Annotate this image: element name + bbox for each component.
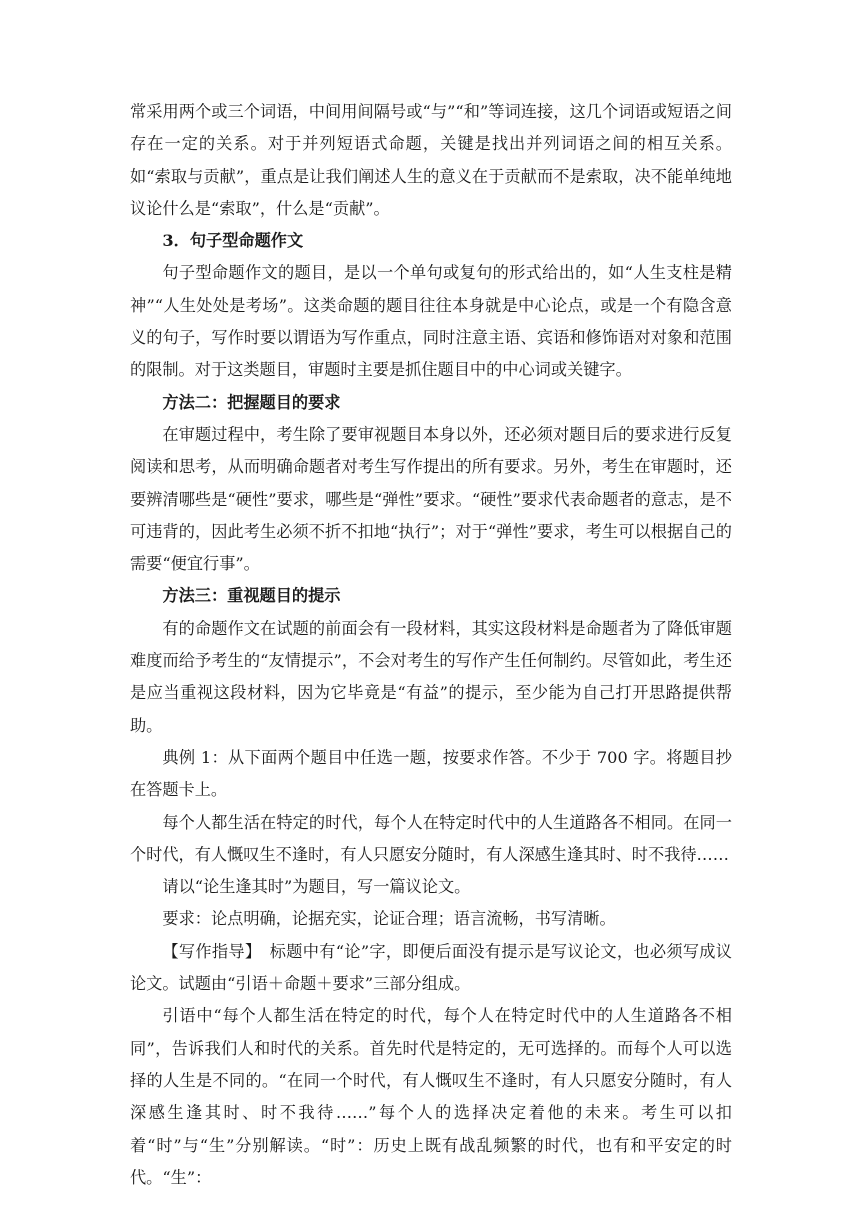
paragraph: 在审题过程中，考生除了要审视题目本身以外，还必须对题目后的要求进行反复阅读和思考，从而明确命题者对考生写作提出的所有要求。另外，考生在审题时，还要辨清哪些是“硬性”要求，哪些是“弹性”要求。“硬性”要求代表命题者的意志，是不可违背的，因此考生必须不折不扣地“执行”；对于“弹性”要求，考生可以根据自己的需要“便宜行事”。 [130, 424, 732, 574]
section-heading: 方法二：把握题目的要求 [162, 392, 341, 412]
writing-guide-paragraph: 【写作指导】 标题中有“论”字，即便后面没有提示是写议论文，也必须写成议论文。试题由“引语＋命题＋要求”三部分组成。 [130, 941, 732, 994]
paragraph: 引语中“每个人都生活在特定的时代，每个人在特定时代中的人生道路各不相同”，告诉我们人和时代的关系。首先时代是特定的，无可选择的。而每个人可以选择的人生是不同的。“在同一个时代，有人慨叹生不逢时，有人只愿安分随时，有人深感生逢其时、时不我待……”每个人的选择决定着他的未来。考生可以扣着“时”与“生”分别解读。“时”：历史上既有战乱频繁的时代，也有和平安定的时代。“生”： [130, 1006, 732, 1187]
example-paragraph: 典例 1：从下面两个题目中任选一题，按要求作答。不少于 700 字。将题目抄在答题卡上。 [130, 747, 732, 800]
section-heading: 方法三：重视题目的提示 [162, 586, 341, 606]
quote-paragraph: 每个人都生活在特定的时代，每个人在特定时代中的人生道路各不相同。在同一个时代，有人慨叹生不逢时，有人只愿安分随时，有人深感生逢其时、时不我待…… [130, 812, 732, 864]
document-page [130, 96, 732, 1194]
requirements-paragraph: 要求：论点明确，论据充实，论证合理；语言流畅，书写清晰。 [162, 909, 616, 929]
paragraph: 句子型命题作文的题目，是以一个单句或复句的形式给出的，如“人生支柱是精神”“人生处处是考场”。这类命题的题目往往本身就是中心论点，或是一个有隐含意义的句子，写作时要以谓语为写作重点，同时注意主语、宾语和修饰语对对象和范围的限制。对于这类题目，审题时主要是抓住题目中的中心词或关键字。 [130, 263, 732, 380]
paragraph: 有的命题作文在试题的前面会有一段材料，其实这段材料是命题者为了降低审题难度而给予考生的“友情提示”，不会对考生的写作产生任何制约。尽管如此，考生还是应当重视这段材料，因为它毕竟是“有益”的提示，至少能为自己打开思路提供帮助。 [130, 618, 732, 735]
paragraph: 请以“论生逢其时”为题目，写一篇议论文。 [162, 877, 471, 897]
paragraph: 常采用两个或三个词语，中间用间隔号或“与”“和”等词连接，这几个词语或短语之间存在一定的关系。对于并列短语式命题，关键是找出并列词语之间的相互关系。如“索取与贡献”，重点是让我们阐述人生的意义在于贡献而不是索取，决不能单纯地议论什么是“索取”，什么是“贡献”。 [130, 102, 732, 218]
section-heading: 3．句子型命题作文 [162, 231, 304, 251]
